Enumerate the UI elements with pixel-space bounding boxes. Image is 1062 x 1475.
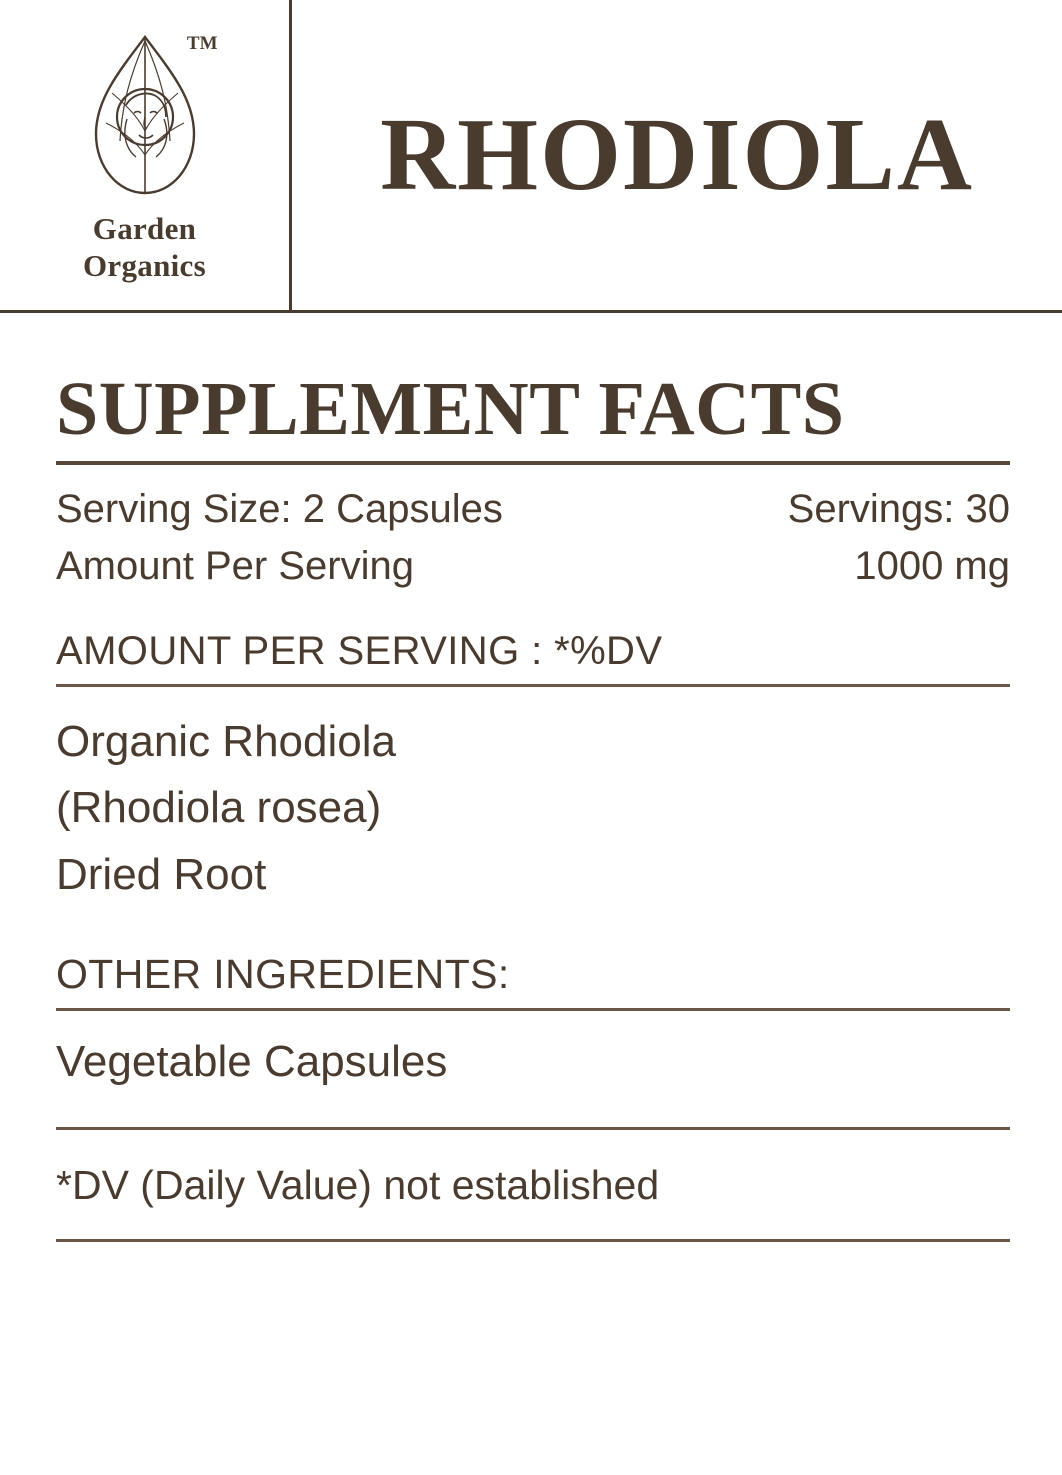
divider-under-dv-header — [56, 684, 1010, 687]
amount-dv-header: AMOUNT PER SERVING : *%DV — [56, 628, 663, 673]
servings-count: Servings: 30 — [787, 487, 1010, 531]
product-title: RHODIOLA — [380, 97, 974, 212]
ingredient-entry — [56, 709, 1010, 910]
divider-above-footnote — [56, 1127, 1010, 1130]
serving-info — [56, 481, 1010, 595]
other-ingredients-value: Vegetable Capsules — [56, 1037, 448, 1087]
brand-name — [83, 211, 206, 284]
serving-size-label: Serving Size: 2 Capsules — [56, 487, 503, 531]
ingredient-line-2: (Rhodiola rosea) — [56, 783, 382, 833]
supplement-facts-panel — [0, 313, 1062, 1242]
brand-name-line-1: Garden — [92, 211, 197, 247]
label-header — [0, 0, 1062, 313]
ingredient-line-1: Organic Rhodiola — [56, 716, 396, 766]
panel-title: SUPPLEMENT FACTS — [56, 367, 845, 451]
divider-under-other-ingredients-header — [56, 1008, 1010, 1011]
amount-per-serving-label: Amount Per Serving — [56, 543, 414, 588]
serving-size-row — [56, 481, 1010, 538]
woman-in-leaf-drop-logo-icon — [86, 31, 204, 203]
brand-logo — [86, 31, 218, 203]
daily-value-footnote: *DV (Daily Value) not established — [56, 1162, 660, 1209]
trademark-symbol: TM — [186, 33, 218, 55]
brand-block — [0, 0, 292, 310]
amount-per-serving-row — [56, 538, 1010, 595]
other-ingredients-header: OTHER INGREDIENTS: — [56, 951, 510, 998]
amount-per-serving-value: 1000 mg — [854, 543, 1010, 588]
product-title-cell — [292, 0, 1062, 310]
divider-below-footnote — [56, 1239, 1010, 1242]
brand-name-line-2: Organics — [83, 248, 206, 283]
ingredient-line-3: Dried Root — [56, 850, 267, 900]
divider-under-title — [56, 461, 1010, 465]
